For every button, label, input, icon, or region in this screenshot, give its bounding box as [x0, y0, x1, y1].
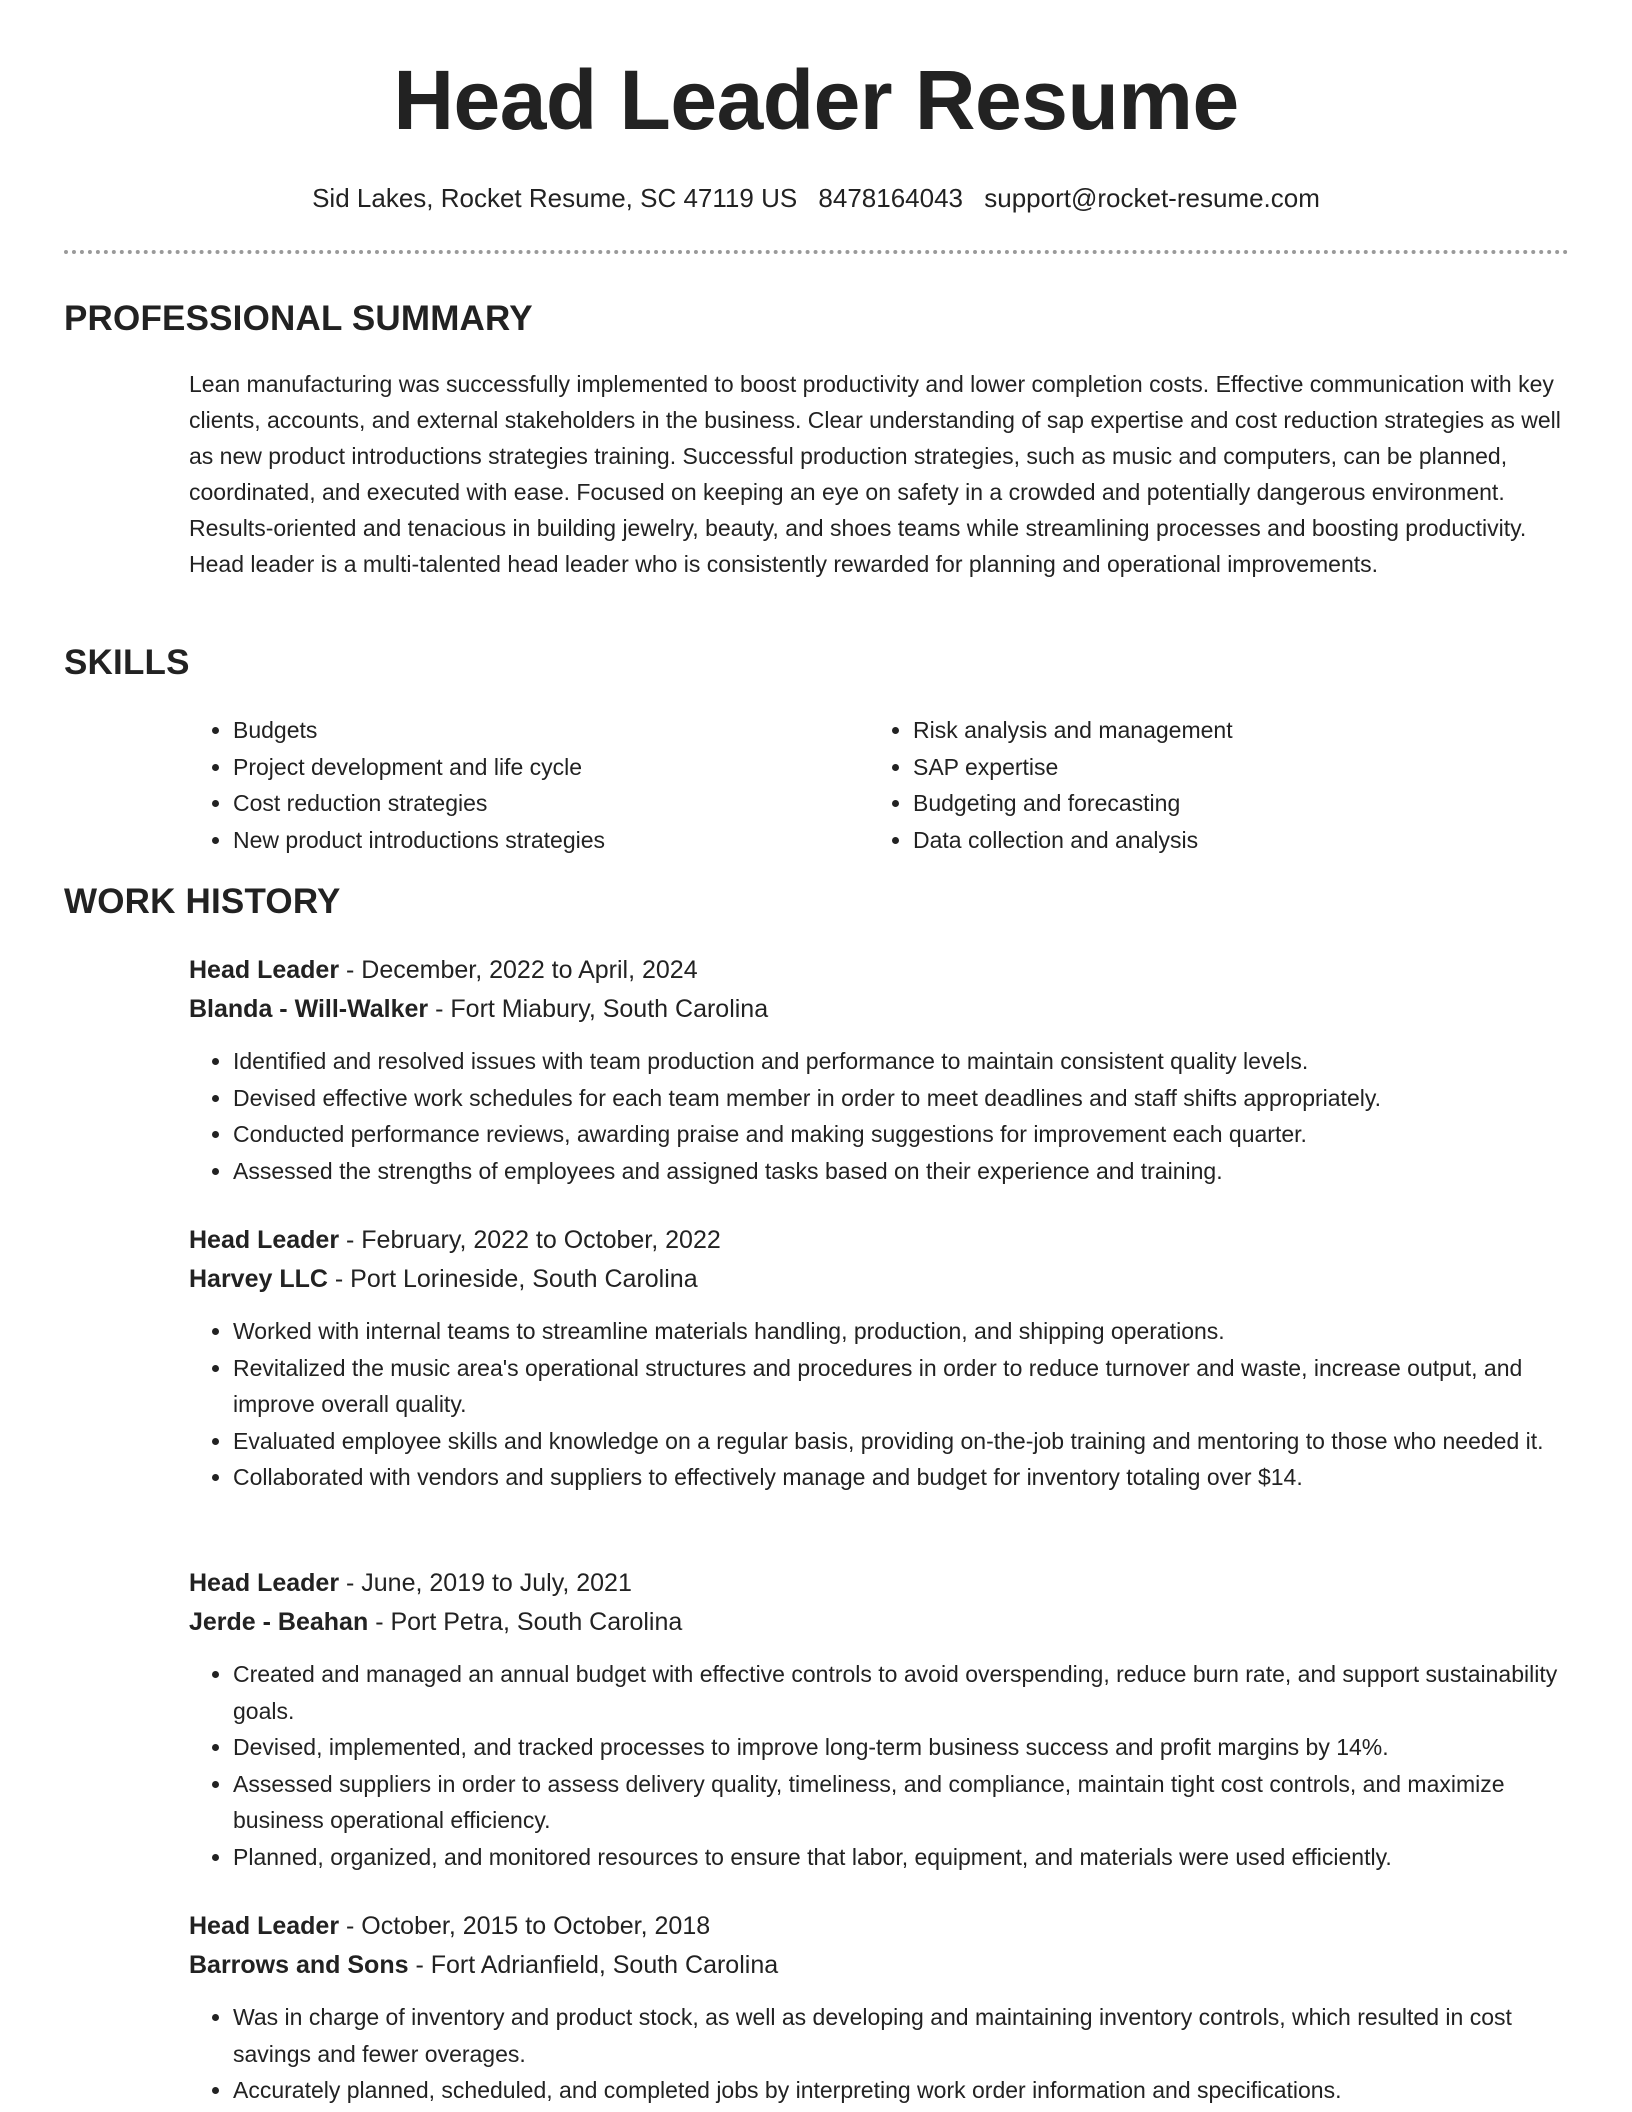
job-bullet: • Devised effective work schedules for each team member in order to meet deadlines and staff shifts appropriately. — [233, 1080, 1569, 1117]
job-dates: - February, 2022 to October, 2022 — [339, 1226, 721, 1254]
skill-item: • Project development and life cycle — [233, 749, 605, 786]
skills-column-right — [869, 712, 1233, 858]
job-bullet: • Evaluated employee skills and knowledge on a regular basis, providing on-the-job training and mentoring to those who needed it. — [233, 1423, 1569, 1460]
section-title-summary: PROFESSIONAL SUMMARY — [64, 299, 533, 338]
page-title: Head Leader Resume — [393, 53, 1239, 147]
job-entry — [189, 1564, 1569, 1875]
job-bullet: • Created and managed an annual budget with effective controls to avoid overspending, reduce burn rate, and support sustainability goals. — [233, 1656, 1569, 1729]
job-title: Head Leader — [189, 1569, 340, 1597]
skills-column-left — [189, 712, 605, 858]
job-bullet: • Devised, implemented, and tracked processes to improve long-term business success and profit margins by 14%. — [233, 1729, 1569, 1766]
job-company-line — [189, 1603, 1569, 1642]
job-title-line — [189, 1907, 1569, 1946]
job-company-line — [189, 1260, 1569, 1299]
job-entry — [189, 1221, 1569, 1496]
contact-line — [0, 180, 1632, 216]
job-bullet: • Planned, organized, and monitored resources to ensure that labor, equipment, and materials were used efficiently. — [233, 1839, 1569, 1876]
job-company: Jerde - Beahan — [189, 1608, 369, 1636]
skill-item: • Risk analysis and management — [913, 712, 1233, 749]
job-bullets — [189, 1043, 1569, 1189]
skill-item: • Budgets — [233, 712, 605, 749]
job-bullet: • Accurately planned, scheduled, and completed jobs by interpreting work order information and specifications. — [233, 2072, 1569, 2109]
job-company-line — [189, 1946, 1569, 1985]
job-bullet: • Assessed suppliers in order to assess delivery quality, timeliness, and compliance, maintain tight cost controls, and maximize business operational efficiency. — [233, 1766, 1569, 1839]
contact-email: support@rocket-resume.com — [984, 183, 1320, 213]
job-title: Head Leader — [189, 956, 340, 984]
job-bullet: • Revitalized the music area's operational structures and procedures in order to reduce turnover and waste, increase output, and improve overall quality. — [233, 1350, 1569, 1423]
skill-item: • Cost reduction strategies — [233, 785, 605, 822]
job-company: Harvey LLC — [189, 1265, 328, 1293]
job-bullets — [189, 1999, 1569, 2109]
job-bullet: • Conducted performance reviews, awarding praise and making suggestions for improvement each quarter. — [233, 1116, 1569, 1153]
job-dates: - December, 2022 to April, 2024 — [339, 956, 698, 984]
job-location: - Fort Adrianfield, South Carolina — [408, 1951, 779, 1979]
job-bullets — [189, 1313, 1569, 1496]
job-bullet: • Collaborated with vendors and suppliers to effectively manage and budget for inventory totaling over $14. — [233, 1459, 1569, 1496]
job-company: Barrows and Sons — [189, 1951, 409, 1979]
skill-item: • Data collection and analysis — [913, 822, 1233, 859]
job-dates: - June, 2019 to July, 2021 — [339, 1569, 632, 1597]
section-title-skills: SKILLS — [64, 643, 190, 682]
job-bullets — [189, 1656, 1569, 1875]
job-title: Head Leader — [189, 1912, 340, 1940]
skill-item: • New product introductions strategies — [233, 822, 605, 859]
job-title-line — [189, 1564, 1569, 1603]
job-title-line — [189, 1221, 1569, 1260]
job-bullet: • Assessed the strengths of employees and assigned tasks based on their experience and training. — [233, 1153, 1569, 1190]
job-title: Head Leader — [189, 1226, 340, 1254]
job-entry — [189, 951, 1569, 1189]
job-company-line — [189, 990, 1569, 1029]
job-location: - Port Lorineside, South Carolina — [327, 1265, 698, 1293]
contact-address: Sid Lakes, Rocket Resume, SC 47119 US — [312, 183, 798, 213]
contact-phone: 8478164043 — [818, 183, 964, 213]
skill-item: • SAP expertise — [913, 749, 1233, 786]
job-entry — [189, 1907, 1569, 2109]
job-bullet: • Identified and resolved issues with team production and performance to maintain consistent quality levels. — [233, 1043, 1569, 1080]
job-title-line — [189, 951, 1569, 990]
job-dates: - October, 2015 to October, 2018 — [339, 1912, 711, 1940]
job-location: - Fort Miabury, South Carolina — [428, 995, 769, 1023]
job-bullet: • Was in charge of inventory and product stock, as well as developing and maintaining inventory controls, which resulted in cost savings and fewer overages. — [233, 1999, 1569, 2072]
job-bullet: • Worked with internal teams to streamline materials handling, production, and shipping operations. — [233, 1313, 1569, 1350]
header-divider — [64, 250, 1569, 254]
section-title-work: WORK HISTORY — [64, 882, 341, 921]
skill-item: • Budgeting and forecasting — [913, 785, 1233, 822]
job-location: - Port Petra, South Carolina — [368, 1608, 683, 1636]
summary-text: Lean manufacturing was successfully implemented to boost productivity and lower completion costs. Effective communication with key clients, accounts, and external stakeholders in the business. Clear understanding of sap expertise and cost reduction strategies as well as new product introductions strategies training. Successful production strategies, such as music and computers, can be planned, coordinated, and executed with ease. Focused on keeping an eye on safety in a crowded and potentially dangerous environment. Results-oriented and tenacious in building jewelry, beauty, and shoes teams while streamlining processes and boosting productivity. Head leader is a multi-talented head leader who is consistently rewarded for planning and operational improvements. — [189, 371, 1561, 577]
job-company: Blanda - Will-Walker — [189, 995, 429, 1023]
